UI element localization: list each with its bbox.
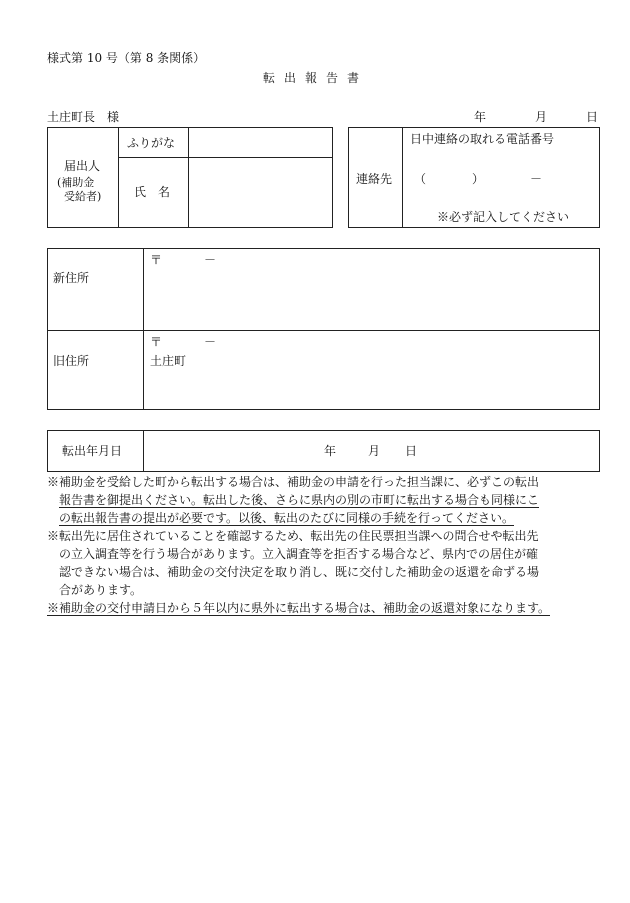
phone-field[interactable] [405, 150, 597, 200]
applicant-sub-label-2: 受給者) [64, 190, 102, 203]
new-postal-dash: － [204, 253, 217, 267]
furigana-label: ふりがな [127, 136, 176, 150]
move-date-month: 月 [368, 444, 381, 458]
furigana-field[interactable] [190, 129, 331, 156]
old-address-label: 旧住所 [53, 354, 90, 368]
phone-label: 日中連絡の取れる電話番号 [410, 132, 555, 146]
recipient: 土庄町長 様 [47, 110, 120, 124]
old-address-field[interactable] [146, 333, 597, 407]
required-note: ※必ず記入してください [437, 210, 570, 224]
note-2-line-1: ※転出先に居住されていることを確認するため、転出先の住民票担当課への問合せや転出先 [47, 529, 539, 543]
applicant-label: 届出人 [64, 159, 101, 173]
old-address-prefill: 土庄町 [150, 354, 187, 368]
note-2-line-3: 認できない場合は、補助金の交付決定を取り消し、既に交付した補助金の返還を命ずる場 [59, 565, 540, 579]
name-field[interactable] [190, 159, 331, 226]
date-year-label: 年 [474, 110, 487, 124]
note-2-line-4: 合があります。 [59, 583, 143, 597]
contact-label: 連絡先 [356, 172, 393, 186]
new-address-label: 新住所 [53, 271, 90, 285]
applicant-sub-label-1: (補助金 [57, 176, 95, 189]
form-number: 様式第 10 号（第 8 条関係） [47, 51, 206, 65]
page-title: 転出報告書 [263, 71, 369, 85]
phone-open-paren: （ [414, 172, 427, 186]
move-date-day: 日 [405, 444, 418, 458]
note-2-line-2: の立入調査等を行う場合があります。立入調査等を拒否する場合など、県内での居住が確 [59, 547, 539, 561]
name-label: 氏 名 [134, 185, 171, 199]
date-day-label: 日 [586, 110, 599, 124]
note-1-line-3: の転出報告書の提出が必要です。以後、転出のたびに同様の手続を行ってください。 [59, 511, 515, 525]
move-date-year: 年 [324, 444, 337, 458]
old-postal-mark: 〒 [150, 335, 163, 349]
date-month-label: 月 [535, 110, 548, 124]
note-1-line-1: ※補助金を受給した町から転出する場合は、補助金の申請を行った担当課に、必ずこの転出 [47, 475, 540, 489]
move-date-field[interactable] [146, 433, 597, 469]
note-3: ※補助金の交付申請日から５年以内に県外に転出する場合は、補助金の返還対象になります。 [47, 601, 551, 615]
new-address-field[interactable] [146, 251, 597, 327]
new-postal-mark: 〒 [150, 253, 163, 267]
note-1-line-2: 報告書を御提出ください。転出した後、さらに県内の別の市町に転出する場合も同様にこ [59, 493, 540, 507]
phone-close-paren: ） [472, 172, 485, 186]
phone-dash: － [530, 172, 543, 186]
old-postal-dash: － [204, 335, 217, 349]
move-date-label: 転出年月日 [62, 444, 123, 458]
